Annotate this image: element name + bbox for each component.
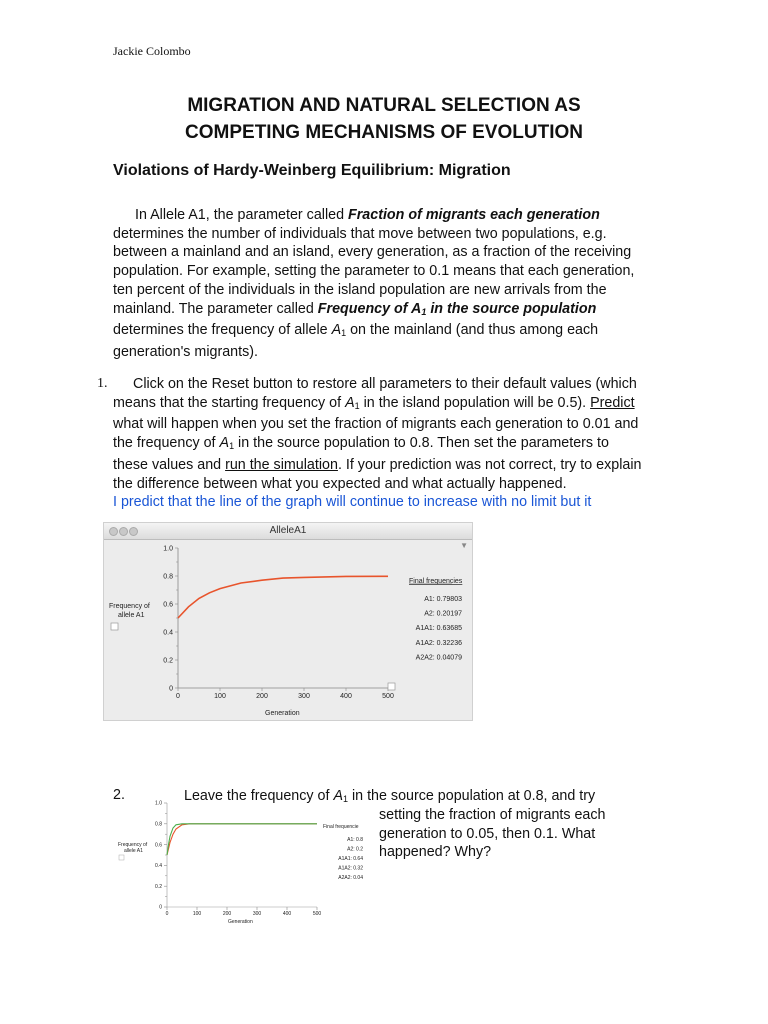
intro-bold-2b: in the source population: [426, 300, 597, 317]
q2-line-2: setting the fraction of migrants each: [379, 807, 606, 823]
x-tick-label: 0: [176, 693, 180, 700]
q2-allele-sub: 1: [342, 794, 348, 804]
x-axis-toggle[interactable]: [388, 683, 395, 690]
q1-text-5: . If your prediction was not correct, try to explain the difference between what you expected and what actually happened.: [113, 456, 642, 492]
final-frequency-value: A2A2: 0.04: [338, 875, 363, 881]
q2-allele: A: [333, 788, 343, 804]
author-name: Jackie Colombo: [113, 44, 191, 58]
series-line-0-05: [167, 824, 317, 855]
q1-allele: A: [345, 394, 355, 411]
y-axis-toggle-2[interactable]: [119, 855, 124, 860]
page-title: [0, 92, 768, 146]
intro-text-3: determines the frequency of allele: [113, 322, 332, 339]
q2-line-3: generation to 0.05, then 0.1. What: [379, 825, 596, 842]
y-tick-label: 0.2: [163, 657, 173, 665]
x-tick-label: 500: [382, 693, 394, 700]
x-tick-label: 100: [192, 911, 202, 917]
intro-text-1: In Allele A1, the parameter called: [135, 207, 348, 223]
final-frequency-value: A2: 0.20197: [424, 610, 462, 618]
q1-allele-2-sub: 1: [229, 441, 235, 452]
question-2-number: 2.: [113, 787, 125, 803]
final-frequency-value: A1: 0.79803: [424, 596, 462, 603]
y-axis-label-line-1: Frequency of: [109, 603, 150, 610]
final-frequency-value: A1A1: 0.63685: [415, 625, 462, 633]
q1-run-simulation: run the simulation: [225, 456, 338, 473]
x-tick-label: 400: [340, 693, 352, 700]
title-line-1: MIGRATION AND NATURAL SELECTION AS: [187, 95, 581, 116]
chart-1-svg: [103, 538, 473, 721]
final-frequencies-title-2: Final frequencie: [323, 824, 359, 830]
dropdown-arrow-icon[interactable]: ▼: [460, 541, 468, 550]
series-line-0-1: [167, 824, 317, 855]
q2-text-1a: Leave the frequency of: [184, 788, 334, 804]
intro-bold-2a: Frequency of A: [317, 300, 422, 317]
y-tick-label: 1.0: [155, 800, 162, 807]
x-tick-label: 300: [252, 911, 262, 917]
q1-text-1: Click on the Reset button to restore all parameters to their default values (which means that the starting frequency of: [113, 376, 637, 411]
x-tick-label: 400: [282, 911, 292, 917]
q2-text-1b: in the source population at 0.8, and try: [348, 788, 596, 804]
y-axis-label-2-line-2: allele A1: [124, 848, 143, 854]
intro-text-4: on the mainland (and thus among each generation's migrants).: [113, 322, 599, 360]
intro-text-2: determines the number of individuals that move between two populations, e.g. between a mainland and an island, every generation, as a fraction of the receiving population. For example, setting the parameter to 0.1 means that each generation, ten percent of the individuals in the island population are new arrivals from the mainland. The parameter called: [113, 225, 635, 317]
final-frequency-value: A1A2: 0.32236: [415, 639, 462, 647]
title-line-2: COMPETING MECHANISMS OF EVOLUTION: [185, 122, 583, 143]
y-axis-toggle[interactable]: [111, 623, 118, 630]
intro-allele-sub: 1: [341, 328, 347, 339]
window-title: AlleleA1: [269, 525, 307, 536]
intro-bold-2-sub: 1: [421, 306, 427, 317]
y-tick-label: 0.4: [163, 629, 173, 637]
y-axis-label-line-2: allele A1: [118, 612, 145, 619]
y-tick-label: 0: [159, 904, 162, 911]
y-tick-label: 0.8: [163, 573, 173, 581]
x-axis-label: Generation: [265, 710, 300, 717]
q1-allele-2: A: [219, 435, 230, 452]
final-frequencies-title: Final frequencies: [409, 578, 463, 585]
y-axis-label-2-line-1: Frequency of: [118, 842, 148, 848]
x-tick-label: 200: [222, 911, 232, 917]
intro-allele: A: [331, 322, 342, 339]
q1-predict: Predict: [590, 394, 635, 411]
q1-text-3: what will happen when you set the fraction of migrants each generation to 0.01 and the frequency of: [113, 416, 639, 452]
y-tick-label: 0: [169, 685, 173, 693]
y-tick-label: 1.0: [163, 545, 173, 553]
x-tick-label: 200: [256, 693, 268, 700]
final-frequency-value: A2A2: 0.04079: [415, 654, 462, 662]
final-frequency-value: A1: 0.8: [347, 837, 363, 843]
final-frequency-value: A1A2: 0.32: [338, 865, 363, 872]
intro-paragraph: [113, 206, 643, 362]
q1-text-2: in the island population will be 0.5).: [359, 394, 591, 411]
intro-bold-1: Fraction of migrants each generation: [348, 207, 600, 223]
x-tick-label: 300: [298, 693, 310, 700]
q1-allele-sub: 1: [354, 400, 360, 411]
y-tick-label: 0.6: [163, 601, 173, 609]
question-1-number: 1.: [97, 376, 108, 391]
q1-answer: I predict that the line of the graph will continue to increase with no limit but it: [113, 494, 592, 511]
x-tick-label: 0: [165, 911, 169, 917]
x-tick-label: 100: [214, 693, 226, 700]
q1-text-4: in the source population to 0.8. Then set the parameters to these values and: [113, 435, 609, 473]
question-1-text: [113, 375, 643, 512]
y-tick-label: 0.8: [155, 821, 162, 828]
y-tick-label: 0.6: [155, 842, 162, 849]
chart-2-svg: [115, 797, 375, 925]
x-axis-label-2: Generation: [228, 919, 253, 925]
final-frequency-value: A1A1: 0.64: [338, 856, 363, 862]
q2-line-4: happened? Why?: [379, 844, 492, 861]
series-line-a1: [178, 576, 388, 618]
y-tick-label: 0.4: [155, 863, 162, 870]
question-2-wrapped-text: [379, 806, 606, 862]
y-tick-label: 0.2: [155, 883, 162, 890]
final-frequency-value: A2: 0.2: [347, 846, 363, 853]
section-heading: Violations of Hardy-Weinberg Equilibrium: Migration: [113, 162, 511, 179]
x-tick-label: 500: [312, 911, 322, 917]
